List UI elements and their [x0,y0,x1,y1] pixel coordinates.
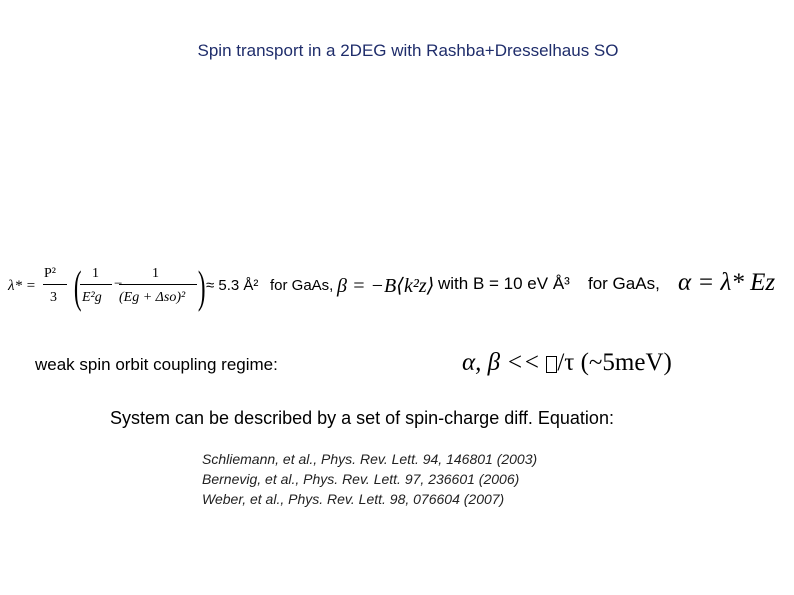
approx-value: ≈ 5.3 Å² [206,277,259,294]
reference-item: Weber, et al., Phys. Rev. Lett. 98, 076604 (2007) [202,491,505,507]
eg-squared: E²g [82,290,102,305]
with-b: with B = 10 eV Å³ [438,274,570,293]
for-gaas-2: for GaAs, [588,274,660,293]
lambda-lhs: λ* = [8,278,36,294]
for-gaas-1: for GaAs, [270,277,334,294]
three: 3 [50,290,57,305]
one-b: 1 [152,266,159,281]
regime-label: weak spin orbit coupling regime: [35,355,278,374]
minus: − [114,276,123,292]
fraction-bar-1 [43,284,67,285]
condition-formula [462,349,672,377]
equation-row [6,262,781,316]
p-squared: P² [44,266,56,281]
condition-lhs: α, β << [462,349,547,376]
reference-item: Bernevig, et al., Phys. Rev. Lett. 97, 236601 (2006) [202,471,520,487]
beta-equation: β = −B⟨k²z⟩ [337,275,435,297]
system-text: System can be described by a set of spin-charge diff. Equation: [110,408,614,428]
right-paren: ) [197,261,206,312]
references [202,449,537,509]
missing-glyph-box [546,356,557,373]
fraction-bar-3 [119,284,197,285]
eg-delta: (Eg + Δso)² [119,290,186,305]
fraction-bar-2 [80,284,112,285]
slide-title: Spin transport in a 2DEG with Rashba+Dresselhaus SO [197,41,619,60]
one-a: 1 [92,266,99,281]
left-paren: ( [73,261,82,312]
reference-item: Schliemann, et al., Phys. Rev. Lett. 94, 146801 (2003) [202,451,538,467]
condition-rhs: /τ (~5meV) [557,349,672,376]
alpha-equation: α = λ* Ez [678,269,776,296]
